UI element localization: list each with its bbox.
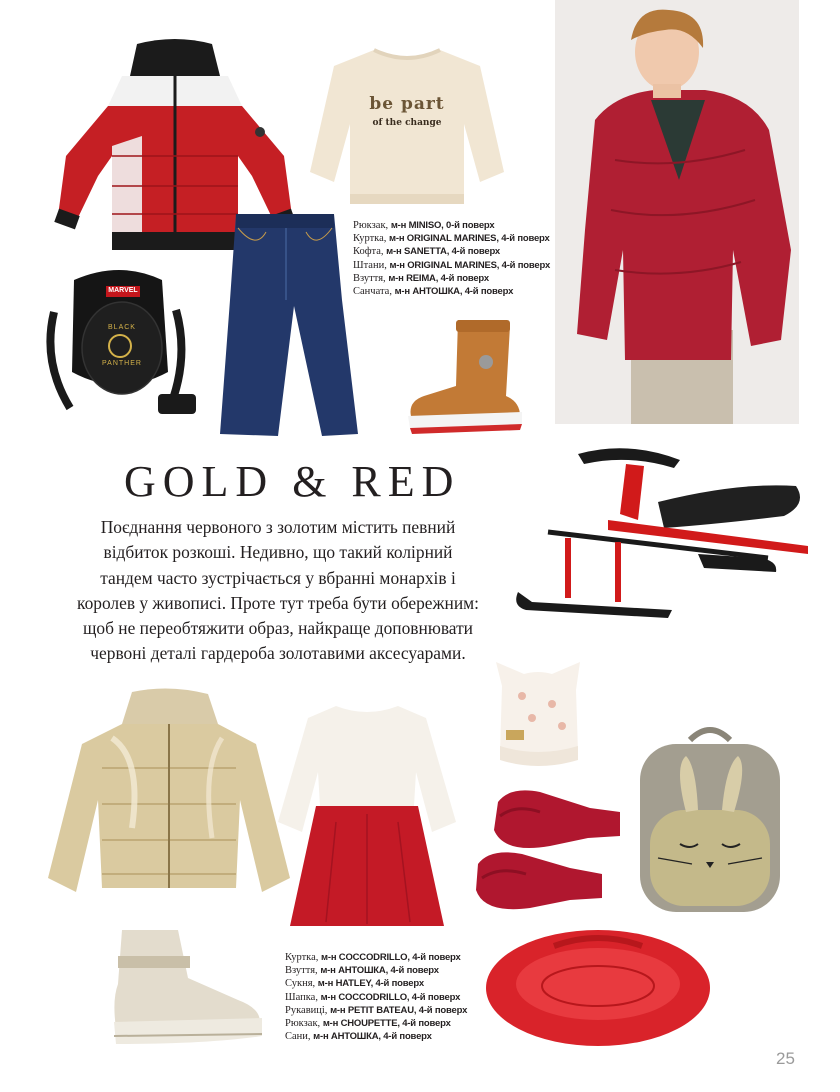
credit-item: Взуття, <box>285 965 318 977</box>
credit-line <box>285 964 467 977</box>
credit-item: Куртка, <box>285 952 319 963</box>
bag-brand-label: MARVEL <box>108 287 138 294</box>
credits-bottom <box>285 951 467 1043</box>
red-tulle-dress-image <box>276 702 458 930</box>
credit-line <box>353 285 550 298</box>
body-line: відбиток розкоші. Недивно, що такий колірний <box>103 542 453 563</box>
credit-item: Шапка, <box>285 991 318 1003</box>
section-body <box>58 515 498 667</box>
beige-sneaker-boot-image <box>108 926 266 1048</box>
credit-line <box>285 1030 467 1043</box>
sweater-print-line1: be part <box>369 94 445 114</box>
credit-item: Кофта, <box>353 246 384 258</box>
credit-item: Рукавиці, <box>285 1004 328 1016</box>
credit-item: Взуття, <box>353 272 386 284</box>
credit-item: Рюкзак, <box>285 1018 321 1030</box>
credit-item: Рюкзак, <box>353 220 389 231</box>
credit-line <box>353 219 550 232</box>
body-line: червоні деталі гардероба золотавими аксесуарами. <box>90 643 466 664</box>
credit-store: м-н COCCODRILLO, 4-й поверх <box>320 991 461 1003</box>
credit-store: м-н АНТОШКА, 4-й поверх <box>394 286 514 298</box>
sweater-print-line2: of the change <box>372 118 442 128</box>
credit-line <box>285 951 467 964</box>
bunny-backpack-image <box>634 726 786 916</box>
credit-store: м-н REIMA, 4-й поверх <box>388 272 489 284</box>
be-part-sweater-image <box>304 44 510 206</box>
brown-boot-image <box>402 316 524 436</box>
body-line: тандем часто зустрічається у вбранні монархів і <box>100 567 456 588</box>
bag-logo-bottom: PANTHER <box>102 360 142 367</box>
section-title: GOLD & RED <box>124 457 461 506</box>
credit-store: м-н MINISO, 0-й поверх <box>390 220 495 231</box>
credit-line <box>285 1017 467 1030</box>
credit-item: Сани, <box>285 1031 311 1043</box>
credit-line <box>285 1004 467 1017</box>
red-mittens-image <box>470 782 626 918</box>
credit-line <box>353 259 550 272</box>
credit-store: м-н ORIGINAL MARINES, 4-й поверх <box>389 259 551 271</box>
credit-line <box>353 272 550 285</box>
body-line: королев у живописі. Проте тут треба бути обережним: <box>77 592 479 613</box>
credit-line <box>353 232 550 245</box>
credits-top <box>353 219 550 298</box>
credit-line <box>285 977 467 990</box>
credit-store: м-н АНТОШКА, 4-й поверх <box>313 1031 432 1043</box>
credit-store: м-н COCCODRILLO, 4-й поверх <box>321 952 461 963</box>
model-photo <box>555 0 799 424</box>
credit-line <box>353 245 550 258</box>
snow-scooter-sled-image <box>508 442 830 638</box>
credit-store: м-н HATLEY, 4-й поверх <box>317 978 424 990</box>
credit-store: м-н CHOUPETTE, 4-й поверх <box>322 1018 451 1030</box>
black-panther-bag-image <box>40 262 200 422</box>
blue-jeans-image <box>216 210 362 438</box>
credit-store: м-н PETIT BATEAU, 4-й поверх <box>330 1004 468 1016</box>
gold-puffer-jacket-image <box>42 688 296 900</box>
credit-line <box>285 991 467 1004</box>
credit-store: м-н ORIGINAL MARINES, 4-й поверх <box>389 233 550 245</box>
body-line: щоб не переобтяжити образ, найкраще доповнювати <box>83 618 473 639</box>
credit-item: Куртка, <box>353 233 387 245</box>
credit-item: Штани, <box>353 259 387 271</box>
bag-logo-top: BLACK <box>108 324 136 331</box>
credit-store: м-н АНТОШКА, 4-й поверх <box>320 965 439 977</box>
credit-store: м-н SANETTA, 4-й поверх <box>386 246 501 258</box>
page-number: 25 <box>776 1049 795 1068</box>
cat-ear-hat-image <box>492 660 584 770</box>
credit-item: Санчата, <box>353 286 392 298</box>
body-line: Поєднання червоного з золотим містить певний <box>100 517 456 537</box>
red-saucer-sled-image <box>484 926 712 1050</box>
credit-item: Сукня, <box>285 978 316 990</box>
